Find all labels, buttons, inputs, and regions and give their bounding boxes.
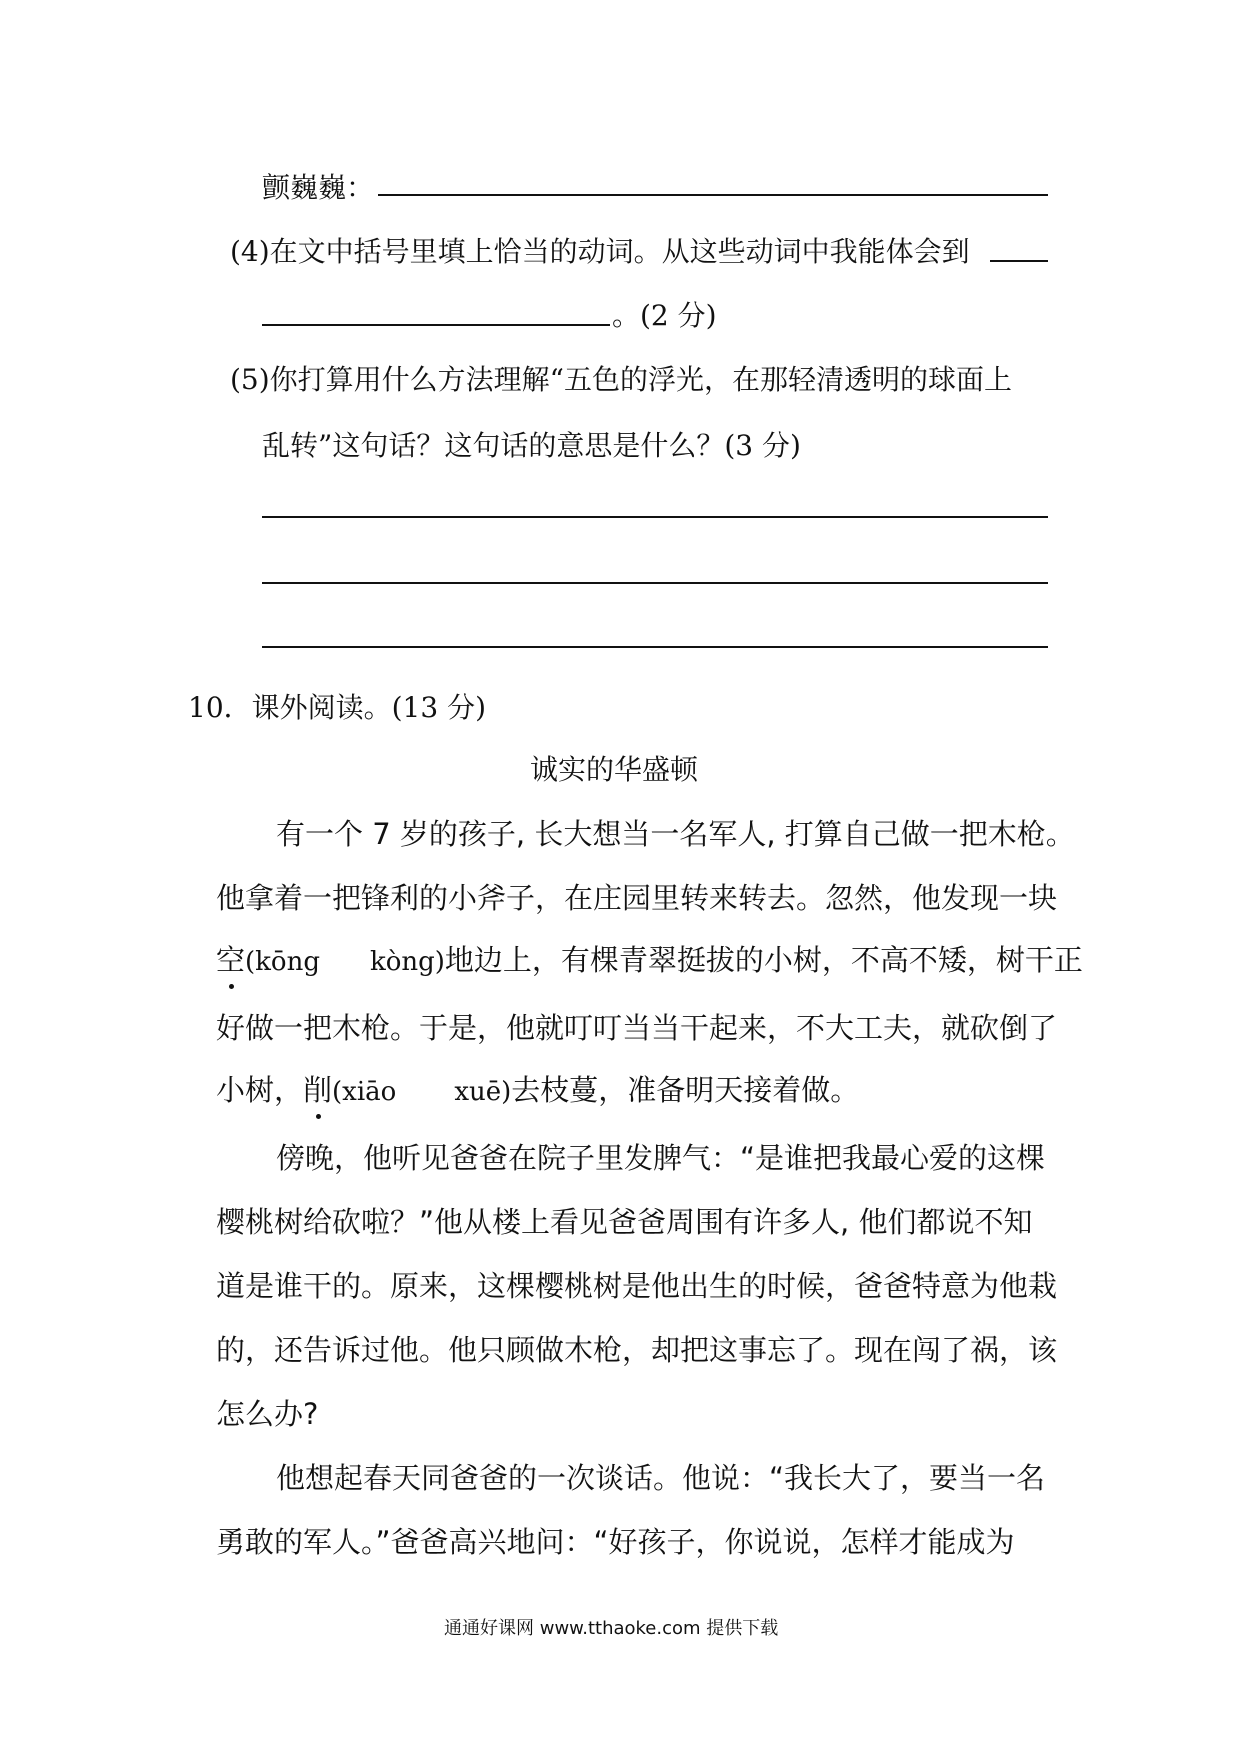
p2-line-4: 的，还告诉过他。他只顾做木枪，却把这事忘了。现在闯了祸，该 (216, 1333, 1058, 1367)
q3-label: 颤巍巍： (262, 171, 375, 204)
p2-line-3: 道是谁干的。原来，这棵樱桃树是他出生的时候，爸爸特意为他栽 (216, 1269, 1058, 1303)
q3-answer-line[interactable] (378, 194, 1048, 196)
p1-line-5-rest: 去枝蔓，准备明天接着做。 (511, 1073, 860, 1107)
q4-answer-line-2[interactable] (262, 324, 610, 326)
story-title: 诚实的华盛顿 (530, 753, 699, 786)
pinyin-option-kong1[interactable]: (kōng (245, 947, 320, 977)
p1-line-3-rest: 地边上，有棵青翠挺拔的小树，不高不矮，树干正 (444, 943, 1083, 977)
q4-score: 。(2 分) (612, 299, 717, 332)
footer-text: 通通好课网 www.tthaoke.com 提供下载 (444, 1618, 779, 1639)
pinyin-option-xiao[interactable]: (xiāo (332, 1077, 397, 1107)
p2-line-1: 傍晚，他听见爸爸在院子里发脾气：“是谁把我最心爱的这棵 (276, 1141, 1046, 1175)
p1-line-3 (216, 938, 1083, 979)
p1-line-2: 他拿着一把锋利的小斧子，在庄园里转来转去。忽然，他发现一块 (216, 881, 1058, 915)
q4-prompt: (4)在文中括号里填上恰当的动词。从这些动词中我能体会到 (230, 235, 970, 268)
p2-line-5: 怎么办? (216, 1397, 319, 1431)
q5-prompt-line1: (5)你打算用什么方法理解“五色的浮光，在那轻清透明的球面上 (230, 363, 1012, 396)
p1-line-5 (216, 1068, 859, 1109)
pinyin-option-xue[interactable]: xuē) (454, 1077, 512, 1107)
p1-line-4: 好做一把木枪。于是，他就叮叮当当干起来，不大工夫，就砍倒了 (216, 1011, 1058, 1045)
dotted-char-kong: 空 (216, 938, 245, 979)
p1-line-5-pre: 小树， (216, 1073, 304, 1107)
p3-line-2: 勇敢的军人。”爸爸高兴地问：“好孩子，你说说，怎样才能成为 (216, 1525, 1015, 1559)
pinyin-option-kong2[interactable]: kòng) (369, 947, 445, 977)
q10-heading: 10．课外阅读。(13 分) (188, 691, 487, 724)
q5-answer-line-2[interactable] (262, 582, 1048, 584)
p2-line-2: 樱桃树给砍啦？”他从楼上看见爸爸周围有许多人, 他们都说不知 (216, 1205, 1033, 1239)
p1-line-1: 有一个 7 岁的孩子, 长大想当一名军人, 打算自己做一把木枪。 (276, 817, 1075, 851)
q5-answer-line-1[interactable] (262, 516, 1048, 518)
dotted-char-xue: 削 (303, 1068, 332, 1109)
p3-line-1: 他想起春天同爸爸的一次谈话。他说：“我长大了，要当一名 (276, 1461, 1046, 1495)
q4-answer-line-1[interactable] (990, 260, 1048, 262)
q5-answer-line-3[interactable] (262, 646, 1048, 648)
q5-prompt-line2: 乱转”这句话？这句话的意思是什么？(3 分) (262, 429, 801, 462)
